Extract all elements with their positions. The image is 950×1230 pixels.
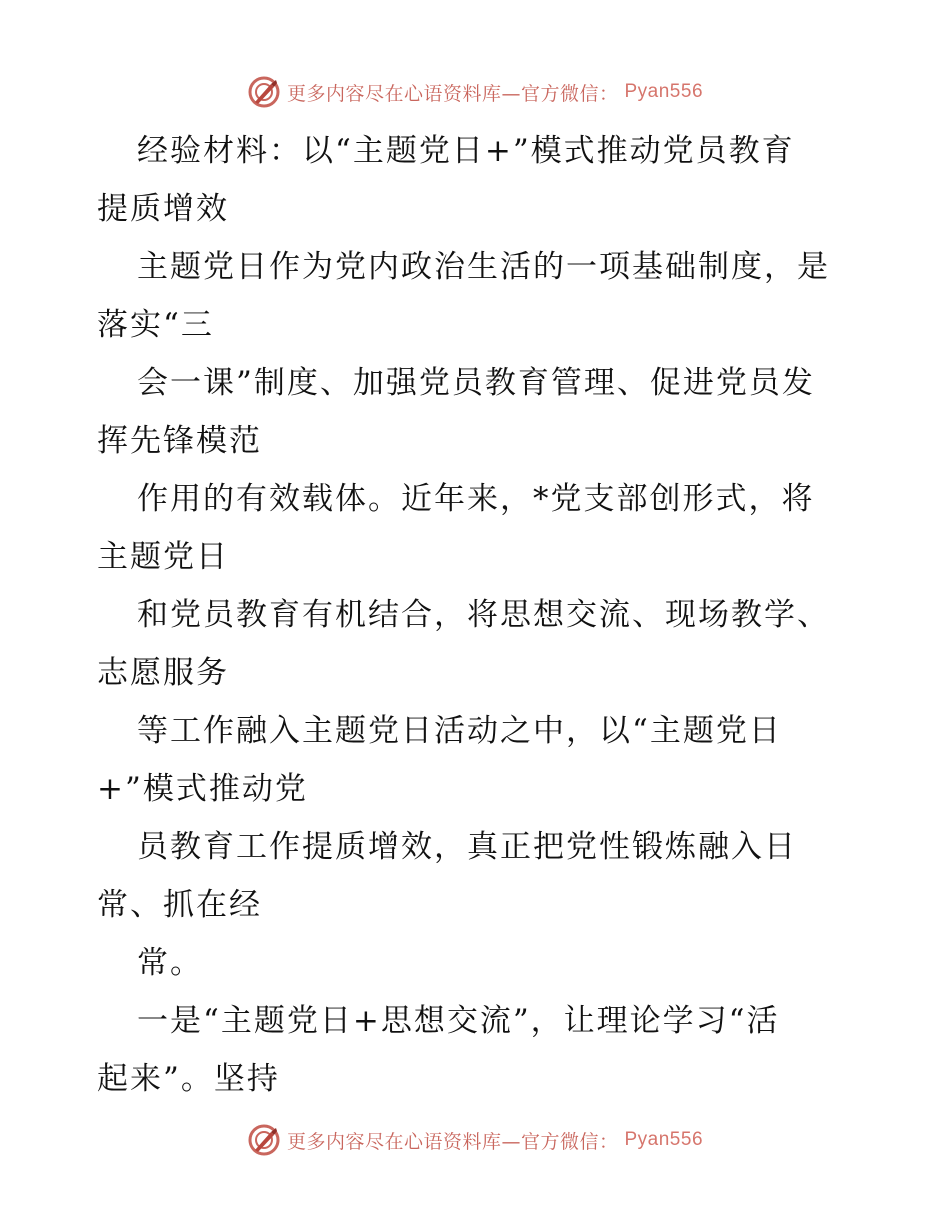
text-line: 起来”。坚持 [97, 1061, 280, 1097]
text-line: 常。 [137, 945, 203, 981]
text-line: 会一课”制度、加强党员教育管理、促进党员发 [137, 365, 815, 401]
watermark-wechat-id: Pyan556 [624, 81, 704, 102]
text-line: 常、抓在经 [97, 887, 262, 923]
text-line: 提质增效 [97, 191, 229, 227]
watermark-text: 更多内容尽在心语资料库—官方微信： [286, 1130, 619, 1153]
text-line: 主题党日作为党内政治生活的一项基础制度，是 [137, 249, 830, 285]
watermark-footer [0, 1120, 950, 1160]
document-body [97, 122, 877, 1108]
text-line: 经验材料：以“主题党日+”模式推动党员教育 [137, 133, 795, 169]
text-line: 等工作融入主题党日活动之中，以“主题党日 [137, 713, 782, 749]
pen-logo-icon [247, 75, 281, 109]
text-line: 作用的有效载体。近年来，*党支部创形式，将 [137, 481, 815, 517]
text-line: +”模式推动党 [97, 771, 308, 807]
text-line: 员教育工作提质增效，真正把党性锻炼融入日 [137, 829, 797, 865]
text-line: 志愿服务 [97, 655, 229, 691]
pen-logo-icon [247, 1123, 281, 1157]
watermark-wechat-id: Pyan556 [624, 1129, 704, 1150]
watermark-header [0, 72, 950, 112]
text-line: 和党员教育有机结合，将思想交流、现场教学、 [137, 597, 830, 633]
text-line: 挥先锋模范 [97, 423, 262, 459]
text-line: 一是“主题党日+思想交流”，让理论学习“活 [137, 1003, 780, 1039]
text-line: 主题党日 [97, 539, 229, 575]
text-line: 落实“三 [97, 307, 214, 343]
watermark-text: 更多内容尽在心语资料库—官方微信： [286, 82, 619, 105]
